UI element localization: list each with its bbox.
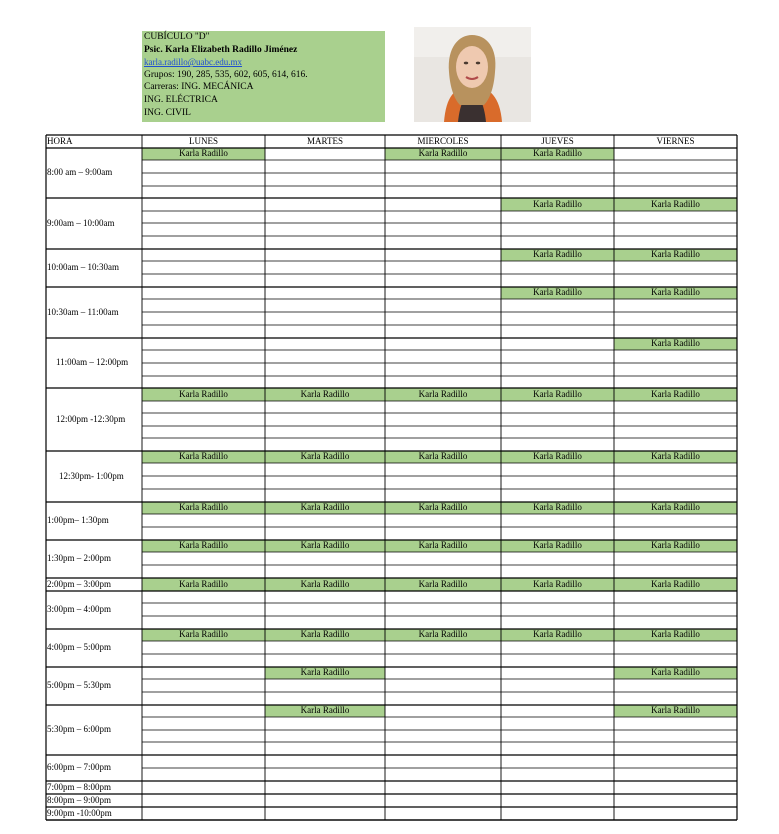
column-header-viernes: VIERNES (656, 136, 695, 146)
column-header-martes: MARTES (307, 136, 343, 146)
booking-label: Karla Radillo (179, 148, 228, 158)
booking-label: Karla Radillo (418, 579, 468, 589)
booking-label: Karla Radillo (418, 629, 468, 639)
booking-label: Karla Radillo (179, 451, 228, 461)
booking-label: Karla Radillo (651, 540, 700, 550)
careers-line-1: Carreras: ING. MECÁNICA (144, 82, 254, 93)
time-slot-label: 7:00pm – 8:00pm (47, 782, 112, 792)
booking-label: Karla Radillo (651, 287, 700, 297)
booking-label: Karla Radillo (651, 579, 700, 589)
booking-label: Karla Radillo (179, 502, 228, 512)
column-header-jueves: JUEVES (541, 136, 574, 146)
booking-label: Karla Radillo (418, 389, 468, 399)
booking-label: Karla Radillo (418, 148, 468, 158)
booking-label: Karla Radillo (300, 389, 350, 399)
time-slot-label: 5:30pm – 6:00pm (47, 724, 112, 734)
time-slot-label: 8:00 am – 9:00am (47, 167, 113, 177)
booking-label: Karla Radillo (651, 338, 700, 348)
cubicle-title: CUBÍCULO "D" (144, 32, 210, 42)
booking-label: Karla Radillo (179, 629, 228, 639)
booking-label: Karla Radillo (651, 629, 700, 639)
booking-label: Karla Radillo (179, 579, 228, 589)
time-slot-label: 9:00am – 10:00am (47, 218, 115, 228)
booking-label: Karla Radillo (533, 579, 582, 589)
booking-label: Karla Radillo (300, 579, 350, 589)
booking-label: Karla Radillo (418, 502, 468, 512)
booking-label: Karla Radillo (651, 389, 700, 399)
booking-label: Karla Radillo (651, 199, 700, 209)
time-slot-label: 9:00pm -10:00pm (47, 808, 112, 818)
booking-label: Karla Radillo (651, 502, 700, 512)
booking-label: Karla Radillo (533, 148, 582, 158)
booking-label: Karla Radillo (300, 540, 350, 550)
time-slot-label: 12:30pm- 1:00pm (59, 471, 124, 481)
booking-label: Karla Radillo (300, 667, 350, 677)
time-slot-label: 2:00pm – 3:00pm (47, 579, 112, 589)
careers-line-3: ING. CIVIL (144, 107, 191, 118)
time-slot-label: 5:00pm – 5:30pm (47, 680, 112, 690)
column-header-miercoles: MIERCOLES (417, 136, 469, 146)
time-slot-label: 4:00pm – 5:00pm (47, 642, 112, 652)
booking-label: Karla Radillo (533, 451, 582, 461)
time-slot-label: 10:00am – 10:30am (47, 262, 119, 272)
time-slot-label: 10:30am – 11:00am (47, 307, 119, 317)
booking-label: Karla Radillo (533, 287, 582, 297)
psychologist-name: Psic. Karla Elizabeth Radillo Jiménez (144, 44, 298, 55)
column-header-hora: HORA (47, 136, 73, 146)
booking-label: Karla Radillo (300, 629, 350, 639)
time-slot-label: 11:00am – 12:00pm (56, 357, 129, 367)
booking-label: Karla Radillo (533, 540, 582, 550)
time-slot-label: 6:00pm – 7:00pm (47, 762, 112, 772)
booking-label: Karla Radillo (300, 451, 350, 461)
time-slot-label: 1:00pm– 1:30pm (47, 515, 109, 525)
time-slot-label: 8:00pm – 9:00pm (47, 795, 112, 805)
booking-label: Karla Radillo (533, 199, 582, 209)
booking-label: Karla Radillo (533, 389, 582, 399)
booking-label: Karla Radillo (651, 451, 700, 461)
booking-label: Karla Radillo (533, 249, 582, 259)
booking-label: Karla Radillo (533, 629, 582, 639)
groups-text: Grupos: 190, 285, 535, 602, 605, 614, 616. (144, 69, 308, 80)
time-slot-label: 1:30pm – 2:00pm (47, 553, 112, 563)
column-header-lunes: LUNES (189, 136, 218, 146)
booking-label: Karla Radillo (300, 502, 350, 512)
booking-label: Karla Radillo (179, 389, 228, 399)
careers-line-2: ING. ELÉCTRICA (144, 94, 218, 105)
booking-label: Karla Radillo (651, 249, 700, 259)
booking-label: Karla Radillo (651, 667, 700, 677)
booking-label: Karla Radillo (179, 540, 228, 550)
booking-label: Karla Radillo (418, 540, 468, 550)
time-slot-label: 12:00pm -12:30pm (56, 414, 126, 424)
email-link[interactable]: karla.radillo@uabc.edu.mx (144, 57, 243, 68)
booking-label: Karla Radillo (300, 705, 350, 715)
booking-label: Karla Radillo (533, 502, 582, 512)
time-slot-label: 3:00pm – 4:00pm (47, 604, 112, 614)
booking-label: Karla Radillo (651, 705, 700, 715)
booking-label: Karla Radillo (418, 451, 468, 461)
